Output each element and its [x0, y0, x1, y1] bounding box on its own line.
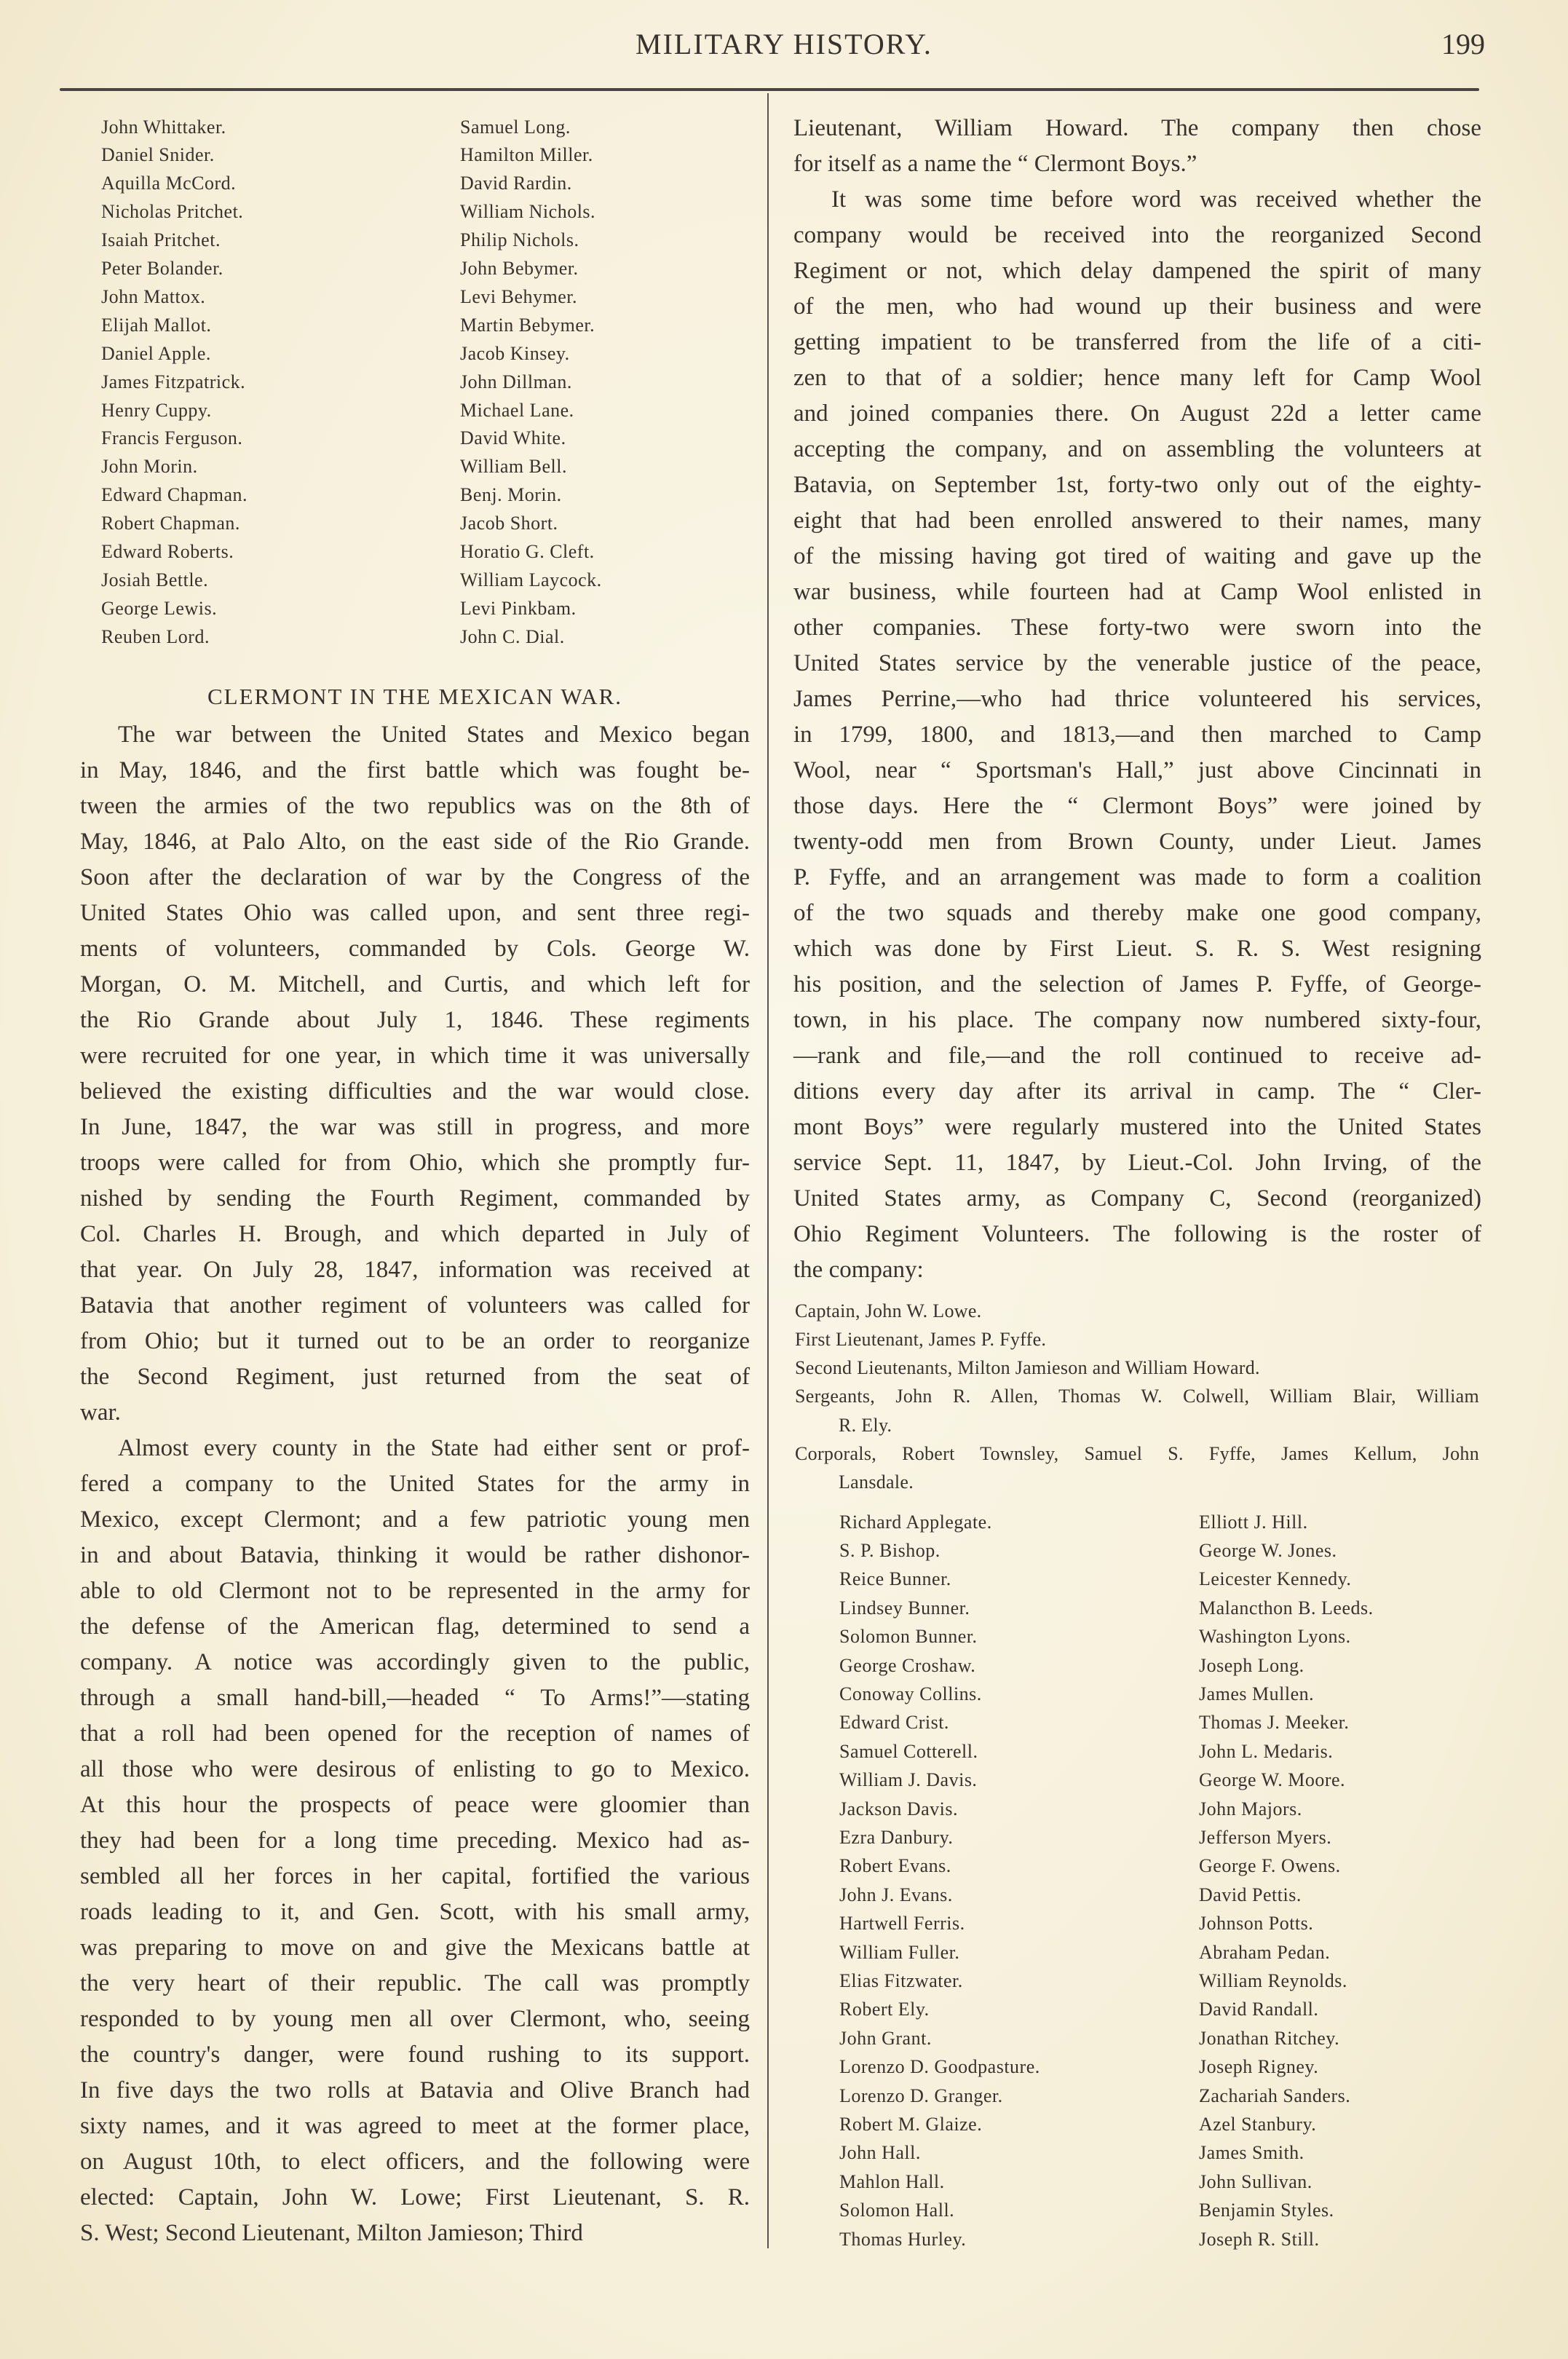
name-list-item: Hamilton Miller. — [460, 144, 593, 166]
name-list-item: William Nichols. — [460, 201, 596, 223]
body-text-line: Lieutenant, William Howard. The company then chose — [793, 114, 1481, 141]
body-text-line: United States Ohio was called upon, and sent three regi- — [80, 899, 750, 926]
body-text-line: At this hour the prospects of peace were gloomier than — [80, 1791, 750, 1818]
name-list-item: Michael Lane. — [460, 399, 574, 421]
body-text-line: the defense of the American flag, determined to send a — [80, 1613, 750, 1640]
roster-item: George W. Moore. — [1199, 1769, 1346, 1791]
officer-line: Sergeants, John R. Allen, Thomas W. Colwell, William Blair, William — [795, 1386, 1479, 1407]
roster-item: Jefferson Myers. — [1199, 1826, 1332, 1848]
name-list-item: Robert Chapman. — [101, 513, 240, 534]
name-list-item: William Bell. — [460, 456, 567, 478]
name-list-item: Jacob Kinsey. — [460, 342, 570, 364]
body-text-line: were recruited for one year, in which time it was universally — [80, 1042, 750, 1069]
roster-item: Reice Bunner. — [839, 1568, 951, 1590]
body-text-line: they had been for a long time preceding. Mexico had as- — [80, 1827, 750, 1854]
roster-item: James Mullen. — [1199, 1683, 1315, 1704]
body-text-line: It was some time before word was received whether the — [831, 186, 1481, 213]
name-list-item: Elijah Mallot. — [101, 314, 212, 336]
name-list-item: Levi Pinkbam. — [460, 597, 577, 619]
roster-item: Joseph R. Still. — [1199, 2228, 1320, 2250]
body-text-line: of the two squads and thereby make one good company, — [793, 899, 1481, 926]
body-text-line: service Sept. 11, 1847, by Lieut.-Col. John Irving, of the — [793, 1149, 1481, 1176]
roster-item: George Croshaw. — [839, 1654, 976, 1676]
body-text-line: May, 1846, at Palo Alto, on the east side of the Rio Grande. — [80, 828, 750, 855]
body-text-line: which was done by First Lieut. S. R. S. West resigning — [793, 935, 1481, 962]
body-text-line: the country's danger, were found rushing to its support. — [80, 2041, 750, 2068]
body-text-line: in and about Batavia, thinking it would be rather dishonor- — [80, 1541, 750, 1568]
roster-item: Ezra Danbury. — [839, 1826, 954, 1848]
body-text-line: Batavia, on September 1st, forty-two only out of the eighty- — [793, 471, 1481, 498]
roster-item: Joseph Rigney. — [1199, 2056, 1319, 2078]
roster-item: Conoway Collins. — [839, 1683, 982, 1704]
roster-item: Thomas Hurley. — [839, 2228, 967, 2250]
name-list-item: John Bebymer. — [460, 258, 579, 279]
roster-item: John Hall. — [839, 2142, 921, 2164]
body-text-line: war business, while fourteen had at Camp Wool enlisted in — [793, 578, 1481, 605]
roster-item: Robert Ely. — [839, 1999, 930, 2020]
body-text-line: accepting the company, and on assembling the volunteers at — [793, 435, 1481, 462]
roster-item: Joseph Long. — [1199, 1654, 1304, 1676]
roster-item: S. P. Bishop. — [839, 1539, 941, 1561]
name-list-item: Levi Behymer. — [460, 285, 578, 307]
name-list-item: Edward Roberts. — [101, 541, 234, 562]
body-text-line: Ohio Regiment Volunteers. The following is the roster of — [793, 1220, 1481, 1247]
body-text-line: ditions every day after its arrival in camp. The “ Cler- — [793, 1078, 1481, 1105]
body-text-line: the very heart of their republic. The call was promptly — [80, 1969, 750, 1996]
name-list-item: Isaiah Pritchet. — [101, 229, 221, 251]
body-text-line: believed the existing difficulties and the war would close. — [80, 1078, 750, 1105]
body-text-line: town, in his place. The company now numbered sixty-four, — [793, 1006, 1481, 1033]
name-list-item: Samuel Long. — [460, 116, 571, 138]
roster-item: William J. Davis. — [839, 1769, 978, 1791]
name-list-item: Daniel Snider. — [101, 144, 215, 166]
body-text-line: all those who were desirous of enlisting to go to Mexico. — [80, 1755, 750, 1782]
body-text-line: on August 10th, to elect officers, and the following were — [80, 2148, 750, 2175]
roster-item: George F. Owens. — [1199, 1855, 1341, 1877]
roster-item: Malancthon B. Leeds. — [1199, 1597, 1374, 1619]
body-text-line: United States service by the venerable justice of the peace, — [793, 649, 1481, 676]
roster-item: Hartwell Ferris. — [839, 1913, 965, 1935]
roster-item: John Majors. — [1199, 1798, 1302, 1819]
body-text-line: In June, 1847, the war was still in progress, and more — [80, 1113, 750, 1140]
body-text-line: In five days the two rolls at Batavia and Olive Branch had — [80, 2077, 750, 2103]
name-list-item: Francis Ferguson. — [101, 427, 243, 449]
body-text-line: from Ohio; but it turned out to be an order to reorganize — [80, 1327, 750, 1354]
body-text-line: other companies. These forty-two were sworn into the — [793, 614, 1481, 641]
body-text-line: P. Fyffe, and an arrangement was made to form a coalition — [793, 864, 1481, 890]
body-text-line: Wool, near “ Sportsman's Hall,” just above Cincinnati in — [793, 756, 1481, 783]
body-text-line: in 1799, 1800, and 1813,—and then marched to Camp — [793, 721, 1481, 748]
body-text-line: United States army, as Company C, Second (reorganized) — [793, 1185, 1481, 1212]
roster-item: John Sullivan. — [1199, 2170, 1312, 2192]
roster-item: Washington Lyons. — [1199, 1626, 1351, 1648]
body-text-line: was preparing to move on and give the Mexicans battle at — [80, 1934, 750, 1961]
roster-item: John Grant. — [839, 2027, 932, 2049]
body-text-line: —rank and file,—and the roll continued to receive ad- — [793, 1042, 1481, 1069]
body-text-line: of the missing having got tired of waiting and gave up the — [793, 542, 1481, 569]
roster-item: Lorenzo D. Goodpasture. — [839, 2056, 1040, 2078]
roster-item: John L. Medaris. — [1199, 1740, 1334, 1762]
body-text-line: the company: — [793, 1256, 924, 1283]
body-text-line: the Second Regiment, just returned from the seat of — [80, 1363, 750, 1390]
name-list-item: Edward Chapman. — [101, 484, 248, 506]
body-text-line: fered a company to the United States for the army in — [80, 1470, 750, 1497]
body-text-line: able to old Clermont not to be represented in the army for — [80, 1577, 750, 1604]
roster-item: James Smith. — [1199, 2142, 1304, 2164]
body-text-line: Col. Charles H. Brough, and which departed in July of — [80, 1220, 750, 1247]
header-rule — [60, 88, 1479, 91]
body-text-line: sixty names, and it was agreed to meet at the former place, — [80, 2112, 750, 2139]
body-text-line: sembled all her forces in her capital, fortified the various — [80, 1862, 750, 1889]
name-list-item: Peter Bolander. — [101, 258, 223, 279]
roster-item: Azel Stanbury. — [1199, 2113, 1317, 2135]
body-text-line: war. — [80, 1399, 121, 1426]
name-list-item: John Morin. — [101, 456, 198, 478]
body-text-line: Soon after the declaration of war by the Congress of the — [80, 864, 750, 890]
officer-line: Corporals, Robert Townsley, Samuel S. Fyffe, James Kellum, John — [795, 1443, 1479, 1464]
roster-item: Thomas J. Meeker. — [1199, 1712, 1350, 1734]
body-text-line: company. A notice was accordingly given to the public, — [80, 1648, 750, 1675]
roster-item: Johnson Potts. — [1199, 1913, 1314, 1935]
roster-item: Elias Fitzwater. — [839, 1969, 963, 1991]
roster-item: Jonathan Ritchey. — [1199, 2027, 1340, 2049]
name-list-item: John Mattox. — [101, 285, 206, 307]
name-list-item: John Whittaker. — [101, 116, 226, 138]
body-text-line: company would be received into the reorganized Second — [793, 221, 1481, 248]
roster-item: Solomon Hall. — [839, 2200, 955, 2221]
body-text-line: twenty-odd men from Brown County, under Lieut. James — [793, 828, 1481, 855]
body-text-line: Regiment or not, which delay dampened the spirit of many — [793, 257, 1481, 284]
body-text-line: mont Boys” were regularly mustered into the United States — [793, 1113, 1481, 1140]
roster-item: Richard Applegate. — [839, 1511, 992, 1533]
name-list-item: David Rardin. — [460, 173, 572, 194]
body-text-line: nished by sending the Fourth Regiment, commanded by — [80, 1185, 750, 1212]
roster-item: Robert M. Glaize. — [839, 2113, 983, 2135]
body-text-line: Almost every county in the State had either sent or prof- — [118, 1434, 750, 1461]
body-text-line: and joined companies there. On August 22d a letter came — [793, 400, 1481, 427]
section-heading: CLERMONT IN THE MEXICAN WAR. — [207, 684, 623, 709]
body-text-line: through a small hand-bill,—headed “ To Arms!”—stating — [80, 1684, 750, 1711]
name-list-item: Philip Nichols. — [460, 229, 579, 251]
body-text-line: responded to by young men all over Clermont, who, seeing — [80, 2005, 750, 2032]
roster-item: Lorenzo D. Granger. — [839, 2085, 1003, 2106]
body-text-line: tween the armies of the two republics was on the 8th of — [80, 792, 750, 819]
roster-item: Leicester Kennedy. — [1199, 1568, 1352, 1590]
roster-item: Edward Crist. — [839, 1712, 949, 1734]
body-text-line: elected: Captain, John W. Lowe; First Lieutenant, S. R. — [80, 2184, 750, 2210]
body-text-line: that a roll had been opened for the reception of names of — [80, 1720, 750, 1747]
body-text-line: S. West; Second Lieutenant, Milton Jamieson; Third — [80, 2219, 583, 2246]
roster-item: Solomon Bunner. — [839, 1626, 978, 1648]
name-list-item: Jacob Short. — [460, 513, 558, 534]
body-text-line: zen to that of a soldier; hence many left for Camp Wool — [793, 364, 1481, 391]
roster-item: Mahlon Hall. — [839, 2170, 945, 2192]
body-text-line: troops were called for from Ohio, which she promptly fur- — [80, 1149, 750, 1176]
body-text-line: ments of volunteers, commanded by Cols. George W. — [80, 935, 750, 962]
body-text-line: his position, and the selection of James P. Fyffe, of George- — [793, 971, 1481, 997]
name-list-item: Reuben Lord. — [101, 625, 210, 647]
body-text-line: Batavia that another regiment of volunteers was called for — [80, 1292, 750, 1319]
roster-item: Samuel Cotterell. — [839, 1740, 978, 1762]
name-list-item: George Lewis. — [101, 597, 218, 619]
name-list-item: William Laycock. — [460, 569, 602, 590]
body-text-line: roads leading to it, and Gen. Scott, with his small army, — [80, 1898, 750, 1925]
officer-line: Second Lieutenants, Milton Jamieson and William Howard. — [795, 1357, 1260, 1379]
name-list-item: Aquilla McCord. — [101, 173, 237, 194]
name-list-item: Horatio G. Cleft. — [460, 541, 595, 562]
body-text-line: those days. Here the “ Clermont Boys” were joined by — [793, 792, 1481, 819]
roster-item: George W. Jones. — [1199, 1539, 1337, 1561]
body-text-line: for itself as a name the “ Clermont Boys.” — [793, 150, 1197, 177]
roster-item: William Fuller. — [839, 1941, 960, 1963]
body-text-line: in May, 1846, and the first battle which was fought be- — [80, 756, 750, 783]
roster-item: Elliott J. Hill. — [1199, 1511, 1308, 1533]
roster-item: Zachariah Sanders. — [1199, 2085, 1351, 2106]
running-head: MILITARY HISTORY. — [635, 28, 933, 60]
officer-line: Lansdale. — [839, 1471, 914, 1493]
column-divider — [767, 93, 769, 2248]
body-text-line: of the men, who had wound up their business and were — [793, 293, 1481, 320]
body-text-line: eight that had been enrolled answered to their names, many — [793, 507, 1481, 534]
name-list-item: David White. — [460, 427, 566, 449]
roster-item: Benjamin Styles. — [1199, 2200, 1334, 2221]
name-list-item: Martin Bebymer. — [460, 314, 595, 336]
officer-line: R. Ely. — [839, 1414, 892, 1436]
roster-item: Jackson Davis. — [839, 1798, 958, 1819]
name-list-item: John Dillman. — [460, 371, 572, 392]
page-number: 199 — [1441, 28, 1485, 60]
name-list-item: Nicholas Pritchet. — [101, 201, 244, 223]
roster-item: Abraham Pedan. — [1199, 1941, 1331, 1963]
body-text-line: Mexico, except Clermont; and a few patriotic young men — [80, 1506, 750, 1533]
name-list-item: Josiah Bettle. — [101, 569, 209, 590]
name-list-item: James Fitzpatrick. — [101, 371, 246, 392]
officer-line: Captain, John W. Lowe. — [795, 1300, 982, 1321]
body-text-line: James Perrine,—who had thrice volunteered his services, — [793, 685, 1481, 712]
officer-line: First Lieutenant, James P. Fyffe. — [795, 1328, 1047, 1350]
body-text-line: Morgan, O. M. Mitchell, and Curtis, and which left for — [80, 971, 750, 997]
roster-item: William Reynolds. — [1199, 1969, 1347, 1991]
roster-item: Lindsey Bunner. — [839, 1597, 970, 1619]
roster-item: Robert Evans. — [839, 1855, 951, 1877]
name-list-item: Daniel Apple. — [101, 342, 211, 364]
name-list-item: Henry Cuppy. — [101, 399, 212, 421]
body-text-line: getting impatient to be transferred from the life of a citi- — [793, 328, 1481, 355]
roster-item: John J. Evans. — [839, 1884, 953, 1905]
roster-item: David Randall. — [1199, 1999, 1319, 2020]
body-text-line: that year. On July 28, 1847, information was received at — [80, 1256, 750, 1283]
name-list-item: Benj. Morin. — [460, 484, 562, 506]
body-text-line: the Rio Grande about July 1, 1846. These regiments — [80, 1006, 750, 1033]
name-list-item: John C. Dial. — [460, 625, 565, 647]
body-text-line: The war between the United States and Mexico began — [118, 721, 750, 748]
roster-item: David Pettis. — [1199, 1884, 1302, 1905]
